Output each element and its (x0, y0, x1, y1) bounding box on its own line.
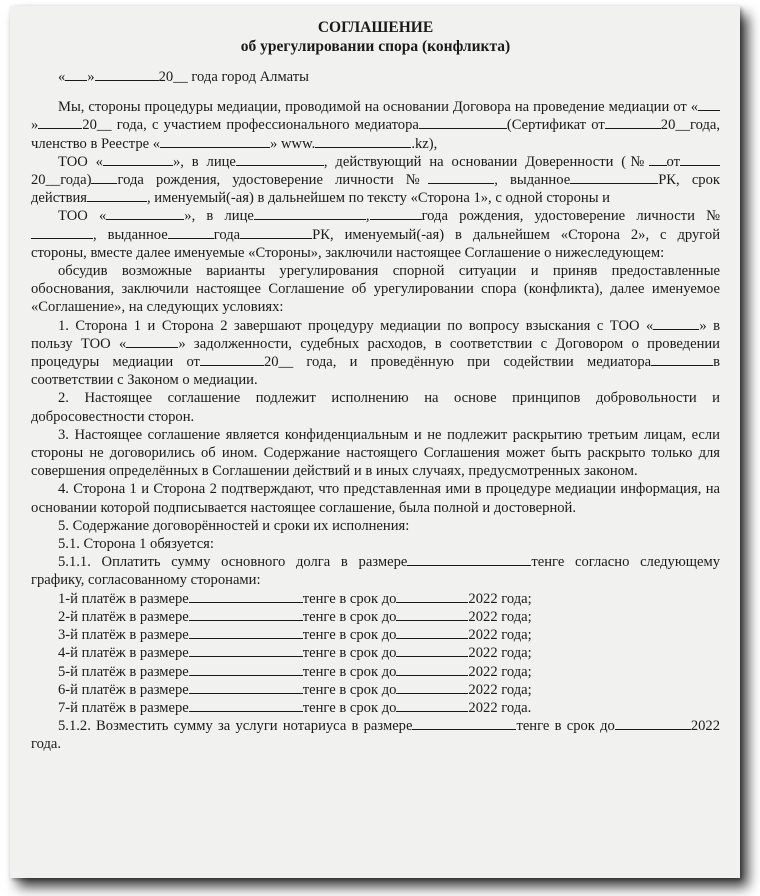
clause1-text-3: » задолженности, судебных расходов, в соответствии с Договором о проведении процедуры медиации от (31, 335, 720, 371)
party2-text-5: , выданное (93, 226, 168, 243)
party2-text-2: », в лице (184, 208, 254, 225)
blank-date (396, 663, 468, 676)
party1-text-1: ТОО « (58, 153, 103, 170)
blank-amount (189, 699, 303, 712)
blank-amount (189, 644, 303, 657)
blank (254, 207, 366, 220)
payment-mid: тенге в срок до (302, 645, 397, 662)
payment-row (31, 663, 720, 681)
blank-date (396, 590, 468, 603)
party1-text-3: , действующий на основании Доверенности (№ (323, 153, 649, 170)
blank-day (65, 68, 87, 81)
blank (651, 353, 713, 366)
party2-text-4: года рождения, удостоверение личности № (421, 208, 721, 225)
blank (428, 171, 494, 184)
clause-5-1-1 (31, 553, 720, 589)
blank (419, 116, 507, 129)
clause511-text-2: тенге согласно следующему графику, согласованному сторонами: (31, 554, 720, 589)
intro-text-4: (Сертификат от (506, 117, 605, 134)
clause512-text-2: тенге в срок до (516, 718, 615, 735)
blank-amount (189, 681, 303, 694)
intro-text-1: Мы, стороны процедуры медиации, проводимой на основании Договора на проведение медиации от « (58, 99, 698, 116)
blank-date (396, 626, 468, 639)
clause-1 (31, 317, 720, 390)
party1-text-4: от (666, 153, 680, 170)
payment-mid: тенге в срок до (302, 590, 397, 607)
preamble-paragraph: обсудив возможные варианты урегулирования спорной ситуации и приняв предоставленные обоснования, заключили настоящее Соглашение об урегулировании спора (конфликта), далее именуемое «Соглашение», на следующих условиях: (31, 263, 720, 316)
clause512-text-1: 5.1.2. Возместить сумму за услуги нотариуса в размере (58, 718, 413, 735)
payment-label: 6-й платёж в размере (58, 681, 189, 698)
intro-text-6: » www. (270, 135, 316, 152)
blank (126, 335, 178, 348)
intro-paragraph (31, 98, 720, 153)
payment-label: 5-й платёж в размере (58, 663, 189, 680)
blank (615, 717, 691, 730)
blank (103, 153, 173, 166)
party2-text-6: года (213, 226, 241, 243)
payment-end: 2022 года; (468, 663, 532, 680)
document-title: СОГЛАШЕНИЕ (317, 19, 434, 36)
blank (315, 135, 411, 148)
blank (698, 98, 720, 111)
clause-5-1-2 (31, 717, 720, 753)
blank (38, 116, 82, 129)
blank (200, 353, 264, 366)
payment-end: 2022 года; (468, 645, 532, 662)
party1-text-6: года рождения, удостоверение личности № (117, 172, 429, 189)
clause-5: 5. Содержание договорённостей и сроки их исполнения: (58, 517, 410, 534)
payment-row (31, 699, 720, 717)
clause512-text-3: 2022 года. (31, 718, 720, 753)
party2-paragraph (31, 207, 720, 262)
payment-end: 2022 года; (468, 608, 532, 625)
payment-mid: тенге в срок до (302, 681, 397, 698)
intro-text-3: 20__ года, с участием профессионального медиатора (82, 117, 419, 134)
blank (31, 226, 93, 239)
payment-label: 7-й платёж в размере (58, 699, 189, 716)
blank (412, 717, 516, 730)
clause1-text-2: » в пользу ТОО « (31, 317, 720, 352)
payment-label: 4-й платёж в размере (58, 645, 189, 662)
blank (160, 135, 270, 148)
blank (168, 226, 214, 239)
blank-date (396, 681, 468, 694)
blank (680, 153, 720, 166)
payment-row (31, 626, 720, 644)
intro-text-7: .kz), (411, 135, 438, 152)
blank (605, 116, 661, 129)
clause1-text-4: 20__ года, и проведённую при содействии медиатора (263, 354, 652, 371)
blank-date (396, 608, 468, 621)
payment-row (31, 681, 720, 699)
payment-label: 3-й платёж в размере (58, 627, 189, 644)
payment-end: 2022 года. (468, 699, 532, 716)
party1-text-5: 20__года) (31, 172, 92, 189)
blank (87, 189, 147, 202)
document-page (10, 6, 740, 878)
payment-row (31, 590, 720, 608)
payment-mid: тенге в срок до (302, 608, 397, 625)
blank (106, 207, 184, 220)
clause511-text-1: 5.1.1. Оплатить сумму основного долга в размере (58, 554, 408, 571)
intro-text-5: 20__года, членство в Реестре « (31, 117, 721, 152)
payment-mid: тенге в срок до (302, 699, 397, 716)
party1-text-2: », в лице (172, 153, 236, 170)
party2-text-1: ТОО « (58, 208, 107, 225)
blank-amount (189, 626, 303, 639)
blank (370, 207, 422, 220)
clause-2: 2. Настоящее соглашение подлежит исполнению на основе принципов добровольности и добросовестности сторон. (31, 390, 720, 425)
blank (236, 153, 324, 166)
clause-4: 4. Сторона 1 и Сторона 2 подтверждают, что представленная ими в процедуре медиации информация, на основании которой подписывается настоящее соглашение, была полной и достоверной. (31, 481, 720, 516)
payment-mid: тенге в срок до (302, 663, 397, 680)
blank-amount (189, 590, 303, 603)
blank-month (95, 68, 159, 81)
party1-text-8: РК, срок действия (31, 172, 720, 207)
date-year-city: 20__ года город Алматы (158, 69, 309, 85)
payment-row (31, 644, 720, 662)
payment-end: 2022 года; (468, 681, 532, 698)
blank (91, 171, 117, 184)
blank (240, 226, 312, 239)
party1-text-9: , именуемый(-ая) в дальнейшем по тексту «Сторона 1», с одной стороны и (146, 190, 610, 207)
party1-paragraph (31, 153, 720, 208)
payment-end: 2022 года; (468, 627, 532, 644)
party2-text-7: РК, именуемый(-ая) в дальнейшем «Сторона 2», с другой стороны, вместе далее именуемые «Стороны», заключили настоящее Соглашение о нижеследующем: (31, 226, 720, 261)
blank-date (396, 699, 468, 712)
blank (570, 171, 658, 184)
clause1-text-5: в соответствии с Законом о медиации. (31, 354, 720, 389)
document-subtitle: об урегулировании спора (конфликта) (240, 38, 511, 55)
blank (653, 317, 699, 330)
clause1-text-1: 1. Сторона 1 и Сторона 2 завершают процедуру медиации по вопросу взыскания с ТОО « (58, 317, 654, 334)
payment-label: 2-й платёж в размере (58, 608, 189, 625)
date-line (31, 68, 720, 86)
blank-amount (189, 608, 303, 621)
blank (649, 153, 667, 166)
blank-amount (189, 663, 303, 676)
quote-close: » (87, 69, 95, 85)
payment-row (31, 608, 720, 626)
clause-5-1: 5.1. Сторона 1 обязуется: (58, 536, 214, 553)
blank (407, 553, 531, 566)
payment-end: 2022 года; (468, 590, 532, 607)
party1-text-7: , выданное (494, 172, 571, 189)
quote-open: « (58, 69, 66, 85)
payment-mid: тенге в срок до (302, 627, 397, 644)
intro-text-2: » (31, 117, 39, 134)
party2-text-3: , (365, 208, 370, 225)
blank-date (396, 644, 468, 657)
payment-label: 1-й платёж в размере (58, 590, 189, 607)
payment-schedule (31, 590, 720, 717)
clause-3: 3. Настоящее соглашение является конфиденциальным и не подлежит раскрытию третьим лицам, если стороны не договорились об ином. Содержание настоящего Соглашения может быть раскрыто только для совершения определённых в Соглашении действий и в иных случаях, предусмотренных законом. (31, 426, 720, 480)
